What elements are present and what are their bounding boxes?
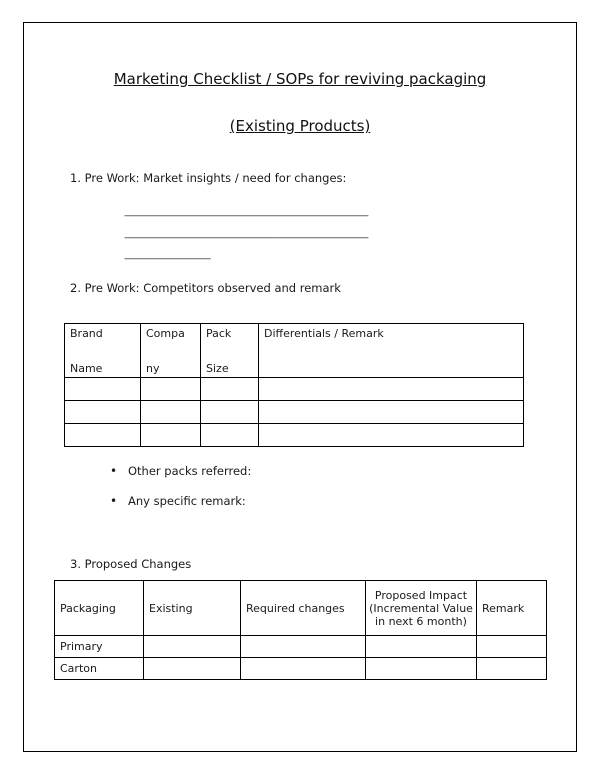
bullet-icon: •	[110, 494, 118, 508]
proposed-changes-table	[54, 580, 547, 680]
table-cell[interactable]	[259, 401, 524, 424]
table-cell[interactable]	[65, 424, 141, 447]
table-cell[interactable]	[144, 636, 241, 658]
table-cell[interactable]	[141, 401, 201, 424]
table-cell[interactable]	[477, 636, 547, 658]
table-row	[65, 424, 524, 447]
table-cell[interactable]	[65, 401, 141, 424]
header-company: Compa ny	[141, 324, 201, 378]
document-title: Marketing Checklist / SOPs for reviving packaging	[113, 70, 487, 88]
table-cell[interactable]	[201, 378, 259, 401]
competitor-table	[64, 323, 524, 447]
table-cell[interactable]	[241, 658, 366, 680]
table-cell[interactable]	[201, 424, 259, 447]
dash-line-3: ------------------------------------------	[124, 254, 210, 264]
header-proposed-impact: Proposed Impact (Incremental Value in next 6 month)	[366, 581, 477, 636]
header-pack-size: Pack Size	[201, 324, 259, 378]
dash-line-1: -----------------------------------------------------------------------------------------------------------------------	[124, 211, 368, 221]
proposed-header-row	[55, 581, 547, 636]
table-cell[interactable]	[477, 658, 547, 680]
document-subtitle: (Existing Products)	[229, 117, 371, 135]
table-cell[interactable]	[259, 424, 524, 447]
table-row	[55, 636, 547, 658]
table-cell[interactable]	[141, 378, 201, 401]
header-existing: Existing	[144, 581, 241, 636]
row-label-primary: Primary	[55, 636, 144, 658]
table-cell[interactable]	[141, 424, 201, 447]
table-cell[interactable]	[259, 378, 524, 401]
table-row	[55, 658, 547, 680]
header-remark: Remark	[477, 581, 547, 636]
competitor-header-row	[65, 324, 524, 378]
header-differentials: Differentials / Remark	[259, 324, 524, 378]
table-cell[interactable]	[201, 401, 259, 424]
section3-label: 3. Proposed Changes	[70, 557, 192, 571]
header-required-changes: Required changes	[241, 581, 366, 636]
section1-label: 1. Pre Work: Market insights / need for changes:	[70, 171, 347, 185]
table-cell[interactable]	[366, 636, 477, 658]
table-cell[interactable]	[65, 378, 141, 401]
bullet-item: • Any specific remark:	[110, 494, 246, 508]
table-row	[65, 401, 524, 424]
header-brand-name: Brand Name	[65, 324, 141, 378]
section2-label: 2. Pre Work: Competitors observed and remark	[70, 281, 341, 295]
table-row	[65, 378, 524, 401]
bullet-icon: •	[110, 464, 118, 478]
header-packaging: Packaging	[55, 581, 144, 636]
table-cell[interactable]	[144, 658, 241, 680]
row-label-carton: Carton	[55, 658, 144, 680]
table-cell[interactable]	[366, 658, 477, 680]
table-cell[interactable]	[241, 636, 366, 658]
bullet-item: • Other packs referred:	[110, 464, 252, 478]
dash-line-2: -----------------------------------------------------------------------------------------------------------------------	[124, 233, 368, 243]
